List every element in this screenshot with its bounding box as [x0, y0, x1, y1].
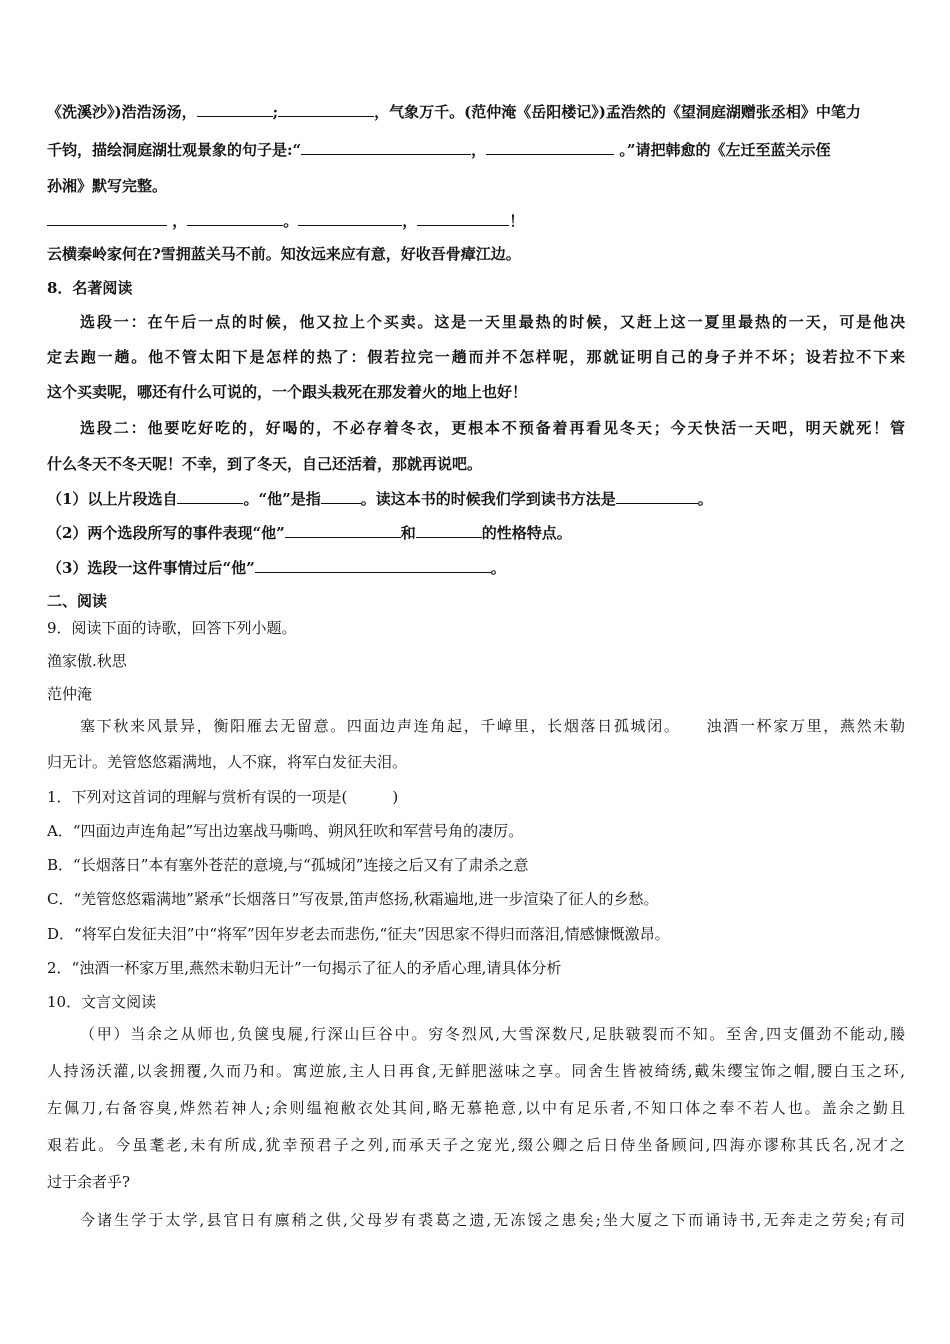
- q8-sub3: （3）选段一这件事情过后“他” 。: [47, 559, 506, 577]
- q7-line-5: 云横秦岭家何在?雪拥蓝关马不前。知汝远来应有意，好收吾骨瘴江边。: [47, 245, 521, 263]
- classical-text-line: 左佩刀,右备容臭,烨然若神人;余则缊袍敝衣处其间,略无慕艳意,以中有足乐者,不知口体之奉不若人也。盖余之勤且: [47, 1099, 905, 1117]
- choice-c: C．“羌管悠悠霜满地”紧承“长烟落日”写夜景,笛声悠扬,秋霜遍地,进一步渲染了征人的乡愁。: [47, 890, 659, 908]
- poem-line: 归无计。羌管悠悠霜满地，人不寐，将军白发征夫泪。: [47, 753, 408, 771]
- answer-blank: [255, 558, 491, 573]
- q7-line-2: 千钧，描绘洞庭湖壮观景象的句子是:“ ， 。”请把韩愈的《左迁至蓝关示侄: [47, 141, 831, 159]
- q8-passage1-line: 定去跑一趟。他不管太阳下是怎样的热了：假若拉完一趟而并不怎样呢，那就证明自己的身子并不坏；设若拉不下来: [47, 348, 905, 366]
- q8-sub2: （2）两个选段所写的事件表现“他” 和 的性格特点。: [47, 524, 572, 542]
- classical-text-line: （甲）当余之从师也,负箧曳屣,行深山巨谷中。穷冬烈风,大雪深数尺,足肤皲裂而不知。至舍,四支僵劲不能动,媵: [80, 1025, 905, 1043]
- q8-passage2-line: 什么冬天不冬天呢！不幸，到了冬天，自己还活着，那就再说吧。: [47, 455, 483, 473]
- q7-line-4: ， 。 ， ！: [47, 211, 524, 231]
- q8-sub1: （1）以上片段选自 。“他”是指 。读这本书的时候我们学到读书方法是 。: [47, 490, 713, 508]
- answer-blank: [301, 140, 471, 155]
- q8-passage1-line: 选段一：在午后一点的时候，他又拉上个买卖。这是一天里最热的时候，又赶上这一夏里最热的一天，可是他决: [80, 313, 905, 331]
- choice-a: A．“四面边声连角起”写出边塞战马嘶鸣、朔风狂吹和军营号角的凄厉。: [47, 822, 524, 840]
- choice-d: D．“将军白发征夫泪”中“将军”因年岁老去而悲伤,“征夫”因思家不得归而落泪,情感慷慨激昂。: [47, 925, 670, 943]
- q8-title: 8．名著阅读: [47, 279, 133, 297]
- q7-line-3: 孙湘》默写完整。: [47, 177, 168, 195]
- q9-question-2: 2．“浊酒一杯家万里,燕然未勒归无计”一句揭示了征人的矛盾心理,请具体分析: [47, 959, 562, 977]
- poem-author: 范仲淹: [47, 685, 93, 703]
- answer-blank: [616, 489, 698, 504]
- section-heading: 二、阅读: [47, 592, 108, 610]
- classical-text-line: 人持汤沃灌,以衾拥覆,久而乃和。寓逆旅,主人日再食,无鲜肥滋味之享。同舍生皆被绮绣,戴朱缨宝饰之帽,腰白玉之环,: [47, 1062, 905, 1080]
- q7-line-1: 《洗溪沙》)浩浩汤汤， ; ，气象万千。(范仲淹《岳阳楼记》)孟浩然的《望洞庭湖赠张丞相》中笔力: [47, 103, 861, 121]
- q9-question-1: 1．下列对这首词的理解与赏析有误的一项是( ): [47, 788, 399, 806]
- classical-text-line: 今诸生学于太学,县官日有廪稍之供,父母岁有裘葛之遗,无冻馁之患矣;坐大厦之下而诵诗书,无奔走之劳矣;有司: [80, 1211, 905, 1229]
- classical-text-line: 过于余者乎?: [47, 1173, 131, 1191]
- poem-line: 塞下秋来风景异，衡阳雁去无留意。四面边声连角起，千嶂里，长烟落日孤城闭。 浊酒一杯家万里，燕然未勒: [80, 717, 905, 735]
- classical-text-line: 艰若此。今虽耄老,未有所成,犹幸预君子之列,而承天子之宠光,缀公卿之后日侍坐备顾问,四海亦谬称其氏名,况才之: [47, 1136, 905, 1154]
- answer-blank: [285, 523, 401, 538]
- answer-blank: [298, 211, 402, 226]
- q8-passage2-line: 选段二：他要吃好吃的，好喝的，不必存着冬衣，更根本不预备着再看见冬天；今天快活一天吧，明天就死！管: [80, 419, 905, 437]
- answer-blank: [177, 489, 243, 504]
- answer-blank: [416, 523, 482, 538]
- q8-passage1-line: 这个买卖呢，哪还有什么可说的，一个跟头栽死在那发着火的地上也好！: [47, 383, 528, 401]
- answer-blank: [321, 489, 361, 504]
- answer-blank: [197, 102, 273, 117]
- q9-intro: 9．阅读下面的诗歌，回答下列小题。: [47, 619, 297, 637]
- answer-blank: [278, 102, 374, 117]
- answer-blank: [47, 211, 167, 226]
- answer-blank: [417, 211, 509, 226]
- answer-blank: [187, 211, 283, 226]
- answer-blank: [486, 140, 614, 155]
- poem-title: 渔家傲.秋思: [47, 652, 127, 670]
- q10-title: 10．文言文阅读: [47, 993, 157, 1011]
- choice-b: B．“长烟落日”本有塞外苍茫的意境,与“孤城闭”连接之后又有了肃杀之意: [47, 856, 529, 874]
